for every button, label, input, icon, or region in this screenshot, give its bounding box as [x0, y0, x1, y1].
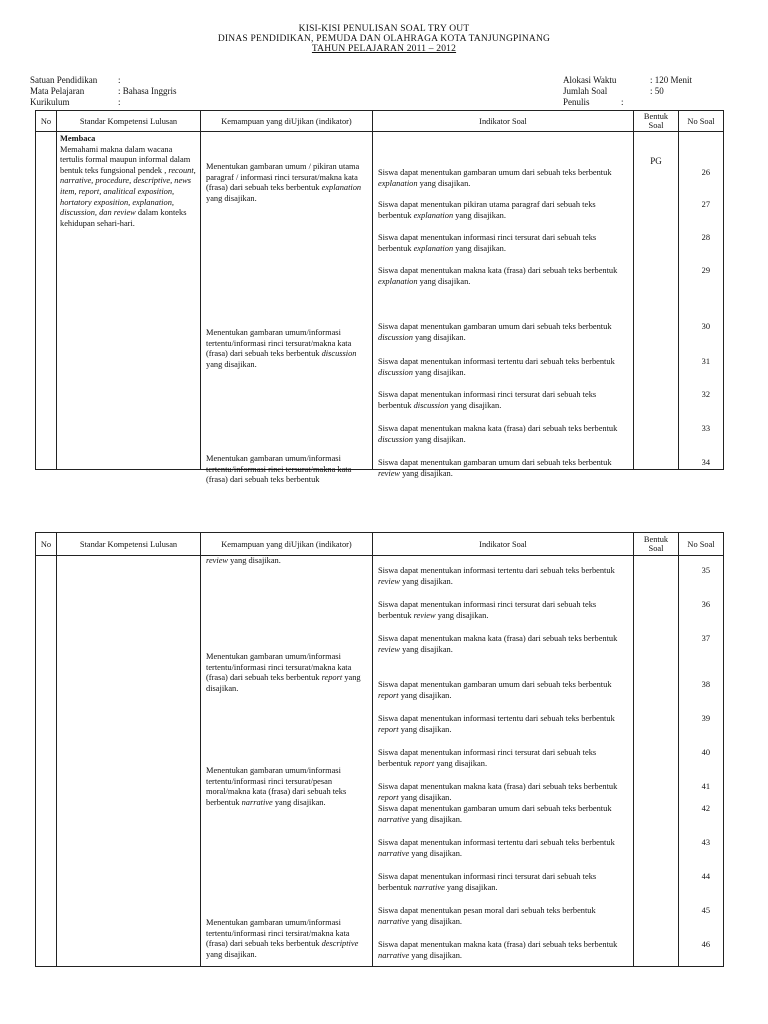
- indikator-soal-item: [378, 872, 628, 893]
- indikator-text-run: Siswa dapat menentukan informasi rinci tersurat dari sebuah teks berbentuk: [378, 390, 597, 410]
- col-indikator: Indikator Soal: [373, 111, 634, 132]
- nomor-soal: 32: [701, 390, 710, 399]
- indikator-text-run: report: [378, 724, 399, 734]
- indikator-soal-item: [378, 838, 628, 859]
- kemampuan-text-run: Menentukan gambaran umum/informasi tertentu/informasi rinci tersurat/pesan moral/makna kata (frasa) dari sebuah teks berbentuk: [206, 766, 347, 807]
- indikator-soal-item: [378, 634, 628, 655]
- doc-year: [0, 44, 768, 54]
- nomor-soal: 35: [701, 566, 710, 575]
- indikator-text-run: narrative: [378, 848, 410, 858]
- skl-heading: Membaca: [60, 134, 96, 143]
- nomor-soal: 36: [701, 600, 710, 609]
- table-header-row: [36, 111, 724, 132]
- indikator-text-run: Siswa dapat menentukan pesan moral dari sebuah teks berbentuk: [378, 906, 596, 915]
- indikator-text-run: yang disajikan.: [453, 243, 506, 253]
- skl-text-run: dalam konteks kehidupan sehari-hari.: [60, 208, 187, 228]
- indikator-text-run: report: [378, 792, 399, 802]
- indikator-soal-item: [378, 322, 628, 343]
- kemampuan-item: [206, 556, 367, 567]
- kemampuan-text-run: report: [321, 673, 343, 683]
- indikator-text-run: review: [378, 468, 401, 478]
- meta-satuan-value: :: [118, 75, 121, 85]
- indikator-text-run: yang disajikan.: [409, 814, 462, 824]
- indikator-text-run: explanation: [378, 178, 418, 188]
- indikator-text-run: Siswa dapat menentukan makna kata (frasa) dari sebuah teks berbentuk: [378, 266, 618, 275]
- col-skl: Standar Kompetensi Lulusan: [57, 533, 201, 556]
- kemampuan-text-run: Menentukan gambaran umum/informasi tertentu/informasi rinci tersurat/makna kata (frasa) dari sebuah teks berbentuk: [206, 652, 352, 683]
- indikator-text-run: yang disajikan.: [412, 332, 466, 342]
- indikator-text-run: Siswa dapat menentukan gambaran umum dari sebuah teks berbentuk: [378, 804, 612, 813]
- meta-satuan-label: Satuan Pendidikan: [30, 75, 98, 85]
- indikator-text-run: yang disajikan.: [409, 950, 462, 960]
- cell-bentuk: [634, 132, 679, 470]
- indikator-text-run: yang disajikan.: [435, 610, 489, 620]
- indikator-soal-item: [378, 458, 628, 479]
- meta-penulis-value: :: [621, 97, 624, 107]
- skl-text: [60, 145, 197, 230]
- indikator-text-run: report: [413, 758, 435, 768]
- kemampuan-text-run: explanation: [321, 183, 362, 193]
- indikator-text-run: narrative: [378, 916, 410, 926]
- kemampuan-text-run: Menentukan gambaran umum / pikiran utama paragraf / informasi rinci tersurat/makna kata (frasa) dari sebuah teks berbentuk: [206, 162, 360, 193]
- kemampuan-item: [206, 162, 367, 204]
- indikator-soal-item: [378, 600, 628, 621]
- indikator-text-run: Siswa dapat menentukan informasi rinci tersurat dari sebuah teks berbentuk: [378, 600, 597, 620]
- indikator-text-run: yang disajikan.: [398, 690, 452, 700]
- indikator-text-run: Siswa dapat menentukan makna kata (frasa) dari sebuah teks berbentuk: [378, 424, 618, 433]
- indikator-text-run: yang disajikan.: [417, 276, 471, 286]
- indikator-text-run: yang disajikan.: [417, 178, 471, 188]
- nomor-soal: 29: [701, 266, 710, 275]
- nomor-soal: 42: [701, 804, 710, 813]
- indikator-text-run: review: [378, 644, 401, 654]
- meta-penulis-label: Penulis: [563, 97, 590, 107]
- indikator-text-run: explanation: [413, 243, 454, 253]
- kemampuan-text-run: descriptive: [321, 939, 359, 949]
- indikator-text-run: Siswa dapat menentukan informasi rinci tersurat dari sebuah teks berbentuk: [378, 748, 597, 768]
- indikator-text-run: Siswa dapat menentukan makna kata (frasa) dari sebuah teks berbentuk: [378, 940, 618, 949]
- meta-alokasi-value: : 120 Menit: [650, 75, 692, 85]
- indikator-text-run: explanation: [378, 276, 418, 286]
- indikator-text-run: Siswa dapat menentukan informasi tertentu dari sebuah teks berbentuk: [378, 714, 615, 723]
- cell-nosoal: [679, 132, 724, 470]
- kisi-table-2: [35, 532, 724, 967]
- nomor-soal: 28: [701, 233, 710, 242]
- col-no: No: [36, 533, 57, 556]
- indikator-text-run: yang disajikan.: [400, 644, 453, 654]
- nomor-soal: 46: [701, 940, 710, 949]
- kemampuan-text-run: yang disajikan.: [206, 673, 361, 693]
- nomor-soal: 39: [701, 714, 710, 723]
- kemampuan-text-run: review: [206, 556, 229, 565]
- indikator-text-run: yang disajikan.: [434, 758, 488, 768]
- indikator-soal-item: [378, 357, 628, 378]
- indikator-soal-item: [378, 266, 628, 287]
- meta-jumlah-label: Jumlah Soal: [563, 86, 608, 96]
- meta-mapel-label: Mata Pelajaran: [30, 86, 85, 96]
- indikator-text-run: Siswa dapat menentukan informasi tertentu dari sebuah teks berbentuk: [378, 357, 615, 366]
- kemampuan-text-run: narrative: [241, 797, 273, 807]
- skl-text-run: recount, narrative, procedure, descriptive, news item, report, analitical exposition, hortatory exposition, explanation, discussion, dan review: [60, 165, 196, 218]
- kemampuan-text-run: Menentukan gambaran umum/informasi tertentu/informasi rinci tersirat/makna kata (frasa) dari sebuah teks berbentuk: [206, 918, 350, 949]
- indikator-text-run: Siswa dapat menentukan makna kata (frasa) dari sebuah teks berbentuk: [378, 634, 618, 643]
- cell-no: [36, 556, 57, 967]
- indikator-text-run: yang disajikan.: [412, 434, 466, 444]
- kisi-table-1: [35, 110, 724, 485]
- indikator-text-run: report: [378, 690, 399, 700]
- cell-skl: [57, 556, 201, 967]
- col-bentuk: Bentuk Soal: [634, 111, 679, 132]
- kemampuan-text-run: Menentukan gambaran umum/informasi tertentu/informasi rinci tersurat/makna kata (frasa) dari sebuah teks berbentuk: [206, 454, 352, 485]
- nomor-soal: 40: [701, 748, 710, 757]
- indikator-soal-item: [378, 168, 628, 189]
- indikator-text-run: narrative: [378, 814, 410, 824]
- kemampuan-item: [206, 766, 367, 808]
- indikator-text-run: yang disajikan.: [398, 724, 452, 734]
- col-nosoal: No Soal: [679, 533, 724, 556]
- kemampuan-item: [206, 454, 367, 486]
- kemampuan-text-run: Menentukan gambaran umum/informasi tertentu/informasi rinci tersurat/makna kata (frasa) dari sebuah teks berbentuk: [206, 328, 352, 359]
- kemampuan-item: [206, 918, 367, 960]
- col-nosoal: No Soal: [679, 111, 724, 132]
- kemampuan-text-run: yang disajikan.: [206, 949, 257, 959]
- nomor-soal: 43: [701, 838, 710, 847]
- indikator-text-run: yang disajikan.: [453, 210, 506, 220]
- indikator-soal-item: [378, 390, 628, 411]
- skl-text-run: Memahami makna dalam wacana tertulis formal maupun informal dalam bentuk teks fungsional pendek ,: [60, 144, 191, 175]
- cell-skl: [57, 132, 201, 470]
- nomor-soal: 30: [701, 322, 710, 331]
- meta-mapel-value: : Bahasa Inggris: [118, 86, 177, 96]
- col-no: No: [36, 111, 57, 132]
- col-indikator: Indikator Soal: [373, 533, 634, 556]
- table-header-row: [36, 533, 724, 556]
- indikator-text-run: discussion: [378, 434, 413, 444]
- col-kemampuan: Kemampuan yang diUjikan (indikator): [201, 111, 373, 132]
- meta-alokasi-label: Alokasi Waktu: [563, 75, 617, 85]
- indikator-soal-item: [378, 424, 628, 445]
- cell-kemampuan: [201, 556, 373, 967]
- indikator-text-run: yang disajikan.: [400, 468, 453, 478]
- indikator-text-run: Siswa dapat menentukan informasi rinci tersurat dari sebuah teks berbentuk: [378, 233, 597, 253]
- cell-indikator: [373, 556, 634, 967]
- indikator-text-run: review: [378, 576, 401, 586]
- nomor-soal: 41: [701, 782, 710, 791]
- kemampuan-item: [206, 652, 367, 694]
- indikator-text-run: yang disajikan.: [448, 400, 502, 410]
- indikator-text-run: Siswa dapat menentukan informasi tertentu dari sebuah teks berbentuk: [378, 566, 615, 575]
- indikator-soal-item: [378, 200, 628, 221]
- indikator-text-run: Siswa dapat menentukan gambaran umum dari sebuah teks berbentuk: [378, 168, 612, 177]
- nomor-soal: 44: [701, 872, 710, 881]
- table-body-row: [36, 556, 724, 967]
- indikator-text-run: Siswa dapat menentukan gambaran umum dari sebuah teks berbentuk: [378, 458, 612, 467]
- doc-year-text: TAHUN PELAJARAN 2011 – 2012: [311, 44, 457, 54]
- indikator-soal-item: [378, 566, 628, 587]
- indikator-text-run: yang disajikan.: [400, 576, 453, 586]
- indikator-soal-item: [378, 680, 628, 701]
- indikator-text-run: Siswa dapat menentukan makna kata (frasa) dari sebuah teks berbentuk: [378, 782, 618, 791]
- col-kemampuan: Kemampuan yang diUjikan (indikator): [201, 533, 373, 556]
- indikator-text-run: discussion: [378, 332, 413, 342]
- col-skl: Standar Kompetensi Lulusan: [57, 111, 201, 132]
- nomor-soal: 45: [701, 906, 710, 915]
- indikator-soal-item: [378, 940, 628, 961]
- indikator-text-run: Siswa dapat menentukan informasi tertentu dari sebuah teks berbentuk: [378, 838, 615, 847]
- cell-no: [36, 132, 57, 470]
- indikator-text-run: Siswa dapat menentukan gambaran umum dari sebuah teks berbentuk: [378, 322, 612, 331]
- indikator-soal-item: [378, 748, 628, 769]
- indikator-text-run: yang disajikan.: [398, 792, 452, 802]
- cell-indikator: [373, 132, 634, 478]
- kemampuan-text-run: yang disajikan.: [272, 797, 326, 807]
- cell-nosoal: [679, 556, 724, 967]
- indikator-soal-item: [378, 233, 628, 254]
- nomor-soal: 31: [701, 357, 710, 366]
- nomor-soal: 26: [701, 168, 710, 177]
- col-bentuk: Bentuk Soal: [634, 533, 679, 556]
- kemampuan-text-run: yang disajikan.: [228, 556, 281, 565]
- indikator-text-run: narrative: [378, 950, 410, 960]
- kemampuan-text-run: yang disajikan.: [206, 193, 257, 203]
- kemampuan-text-run: discussion: [321, 349, 357, 359]
- indikator-text-run: explanation: [413, 210, 454, 220]
- indikator-text-run: Siswa dapat menentukan informasi rinci tersurat dari sebuah teks berbentuk: [378, 872, 597, 892]
- nomor-soal: 38: [701, 680, 710, 689]
- cell-kemampuan: [201, 132, 373, 485]
- meta-jumlah-value: : 50: [650, 86, 664, 96]
- kemampuan-item: [206, 328, 367, 370]
- indikator-soal-item: [378, 906, 628, 927]
- meta-kurikulum-label: Kurikulum: [30, 97, 70, 107]
- indikator-text-run: discussion: [378, 367, 413, 377]
- bentuk-soal-value: PG: [650, 156, 662, 166]
- indikator-text-run: Siswa dapat menentukan pikiran utama paragraf dari sebuah teks berbentuk: [378, 200, 596, 220]
- indikator-soal-item: [378, 804, 628, 825]
- kemampuan-text-run: yang disajikan.: [206, 359, 257, 369]
- indikator-soal-item: [378, 714, 628, 735]
- doc-institution: DINAS PENDIDIKAN, PEMUDA DAN OLAHRAGA KOTA TANJUNGPINANG: [217, 34, 551, 44]
- nomor-soal: 34: [701, 458, 710, 467]
- indikator-text-run: yang disajikan.: [412, 367, 466, 377]
- indikator-text-run: yang disajikan.: [409, 916, 462, 926]
- indikator-text-run: yang disajikan.: [444, 882, 498, 892]
- indikator-text-run: Siswa dapat menentukan gambaran umum dari sebuah teks berbentuk: [378, 680, 612, 689]
- indikator-soal-item: [378, 782, 628, 803]
- nomor-soal: 33: [701, 424, 710, 433]
- indikator-text-run: narrative: [413, 882, 445, 892]
- meta-kurikulum-value: :: [118, 97, 121, 107]
- table-body-row: [36, 132, 724, 470]
- nomor-soal: 37: [701, 634, 710, 643]
- cell-bentuk: [634, 556, 679, 967]
- indikator-text-run: yang disajikan.: [409, 848, 462, 858]
- doc-title: KISI-KISI PENULISAN SOAL TRY OUT: [298, 24, 470, 34]
- indikator-text-run: discussion: [413, 400, 449, 410]
- indikator-text-run: review: [413, 610, 436, 620]
- nomor-soal: 27: [701, 200, 710, 209]
